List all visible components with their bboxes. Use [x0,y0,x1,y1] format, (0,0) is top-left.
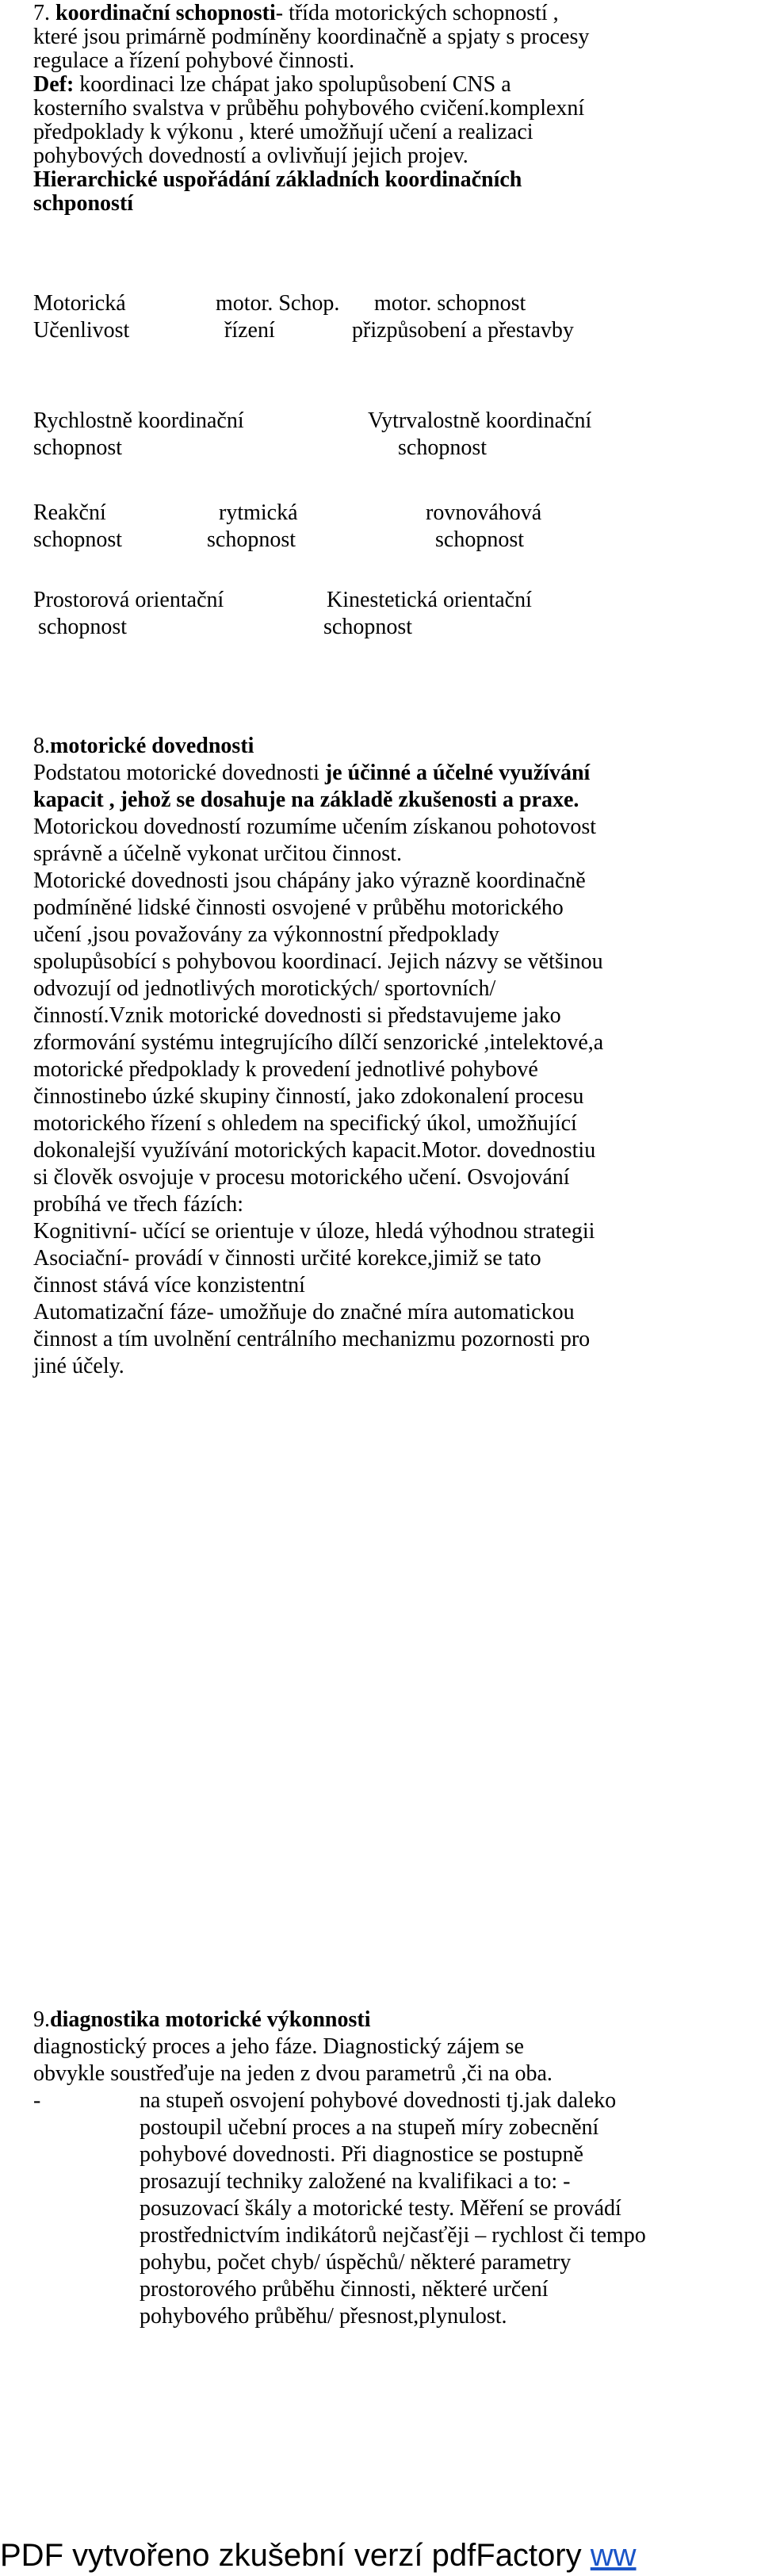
subheading: Hierarchické uspořádání základních koordinačních [33,167,522,192]
text-line: podmíněné lidské činnosti osvojené v průběhu motorického [33,895,564,920]
text-line: které jsou primárně podmíněny koordinačně a spjaty s procesy [33,25,590,49]
list-item-text [140,2087,734,2330]
text-line: činností.Vznik motorické dovednosti si představujeme jako [33,1003,561,1028]
section-number: 8. [33,734,50,758]
section-heading [33,733,739,760]
watermark-link[interactable]: ww [590,2538,637,2573]
hierarchy-level-4 [33,587,739,641]
text-line: Automatizační fáze- umožňuje do značné míra automatickou [33,1300,575,1324]
hierarchy-node: Reakční [33,500,106,525]
definition-label: Def: [33,72,75,97]
diagnostics-list [33,2087,739,2341]
hierarchy-node: Učenlivost [33,318,130,343]
text-line: Motorickou dovedností rozumíme učením získanou pohotovost [33,815,597,839]
hierarchy-node: schopnost [207,527,296,552]
text-line: prosazují techniky založené na kvalifikaci a to: - [140,2169,571,2194]
text-line: činnostinebo úzké skupiny činností, jako zdokonalení procesu [33,1084,584,1109]
hierarchy-row [33,408,739,435]
hierarchy-node: Prostorová orientační [33,588,224,612]
section-8 [33,733,739,1380]
section-heading [33,2007,739,2034]
text-line: pohybových dovedností a ovlivňují jejich projev. [33,144,468,168]
hierarchy-node: schopnost [323,615,412,639]
hierarchy-node: Vytrvalostně koordinační [368,408,592,433]
section-7 [33,2,739,216]
hierarchy-node: řízení [224,318,275,343]
text-line: prostorového průběhu činnosti, některé určení [140,2277,549,2302]
hierarchy-node: motor. schopnost [374,291,526,316]
text-line: prostřednictvím indikátorů nejčasťěji – rychlost či tempo [140,2223,646,2248]
hierarchy-node: Rychlostně koordinační [33,408,244,433]
section-number: 9. [33,2007,50,2032]
hierarchy-row [33,435,739,462]
text-line: správně a účelně vykonat určitou činnost. [33,841,402,866]
text-line: pohybové dovednosti. Při diagnostice se postupně [140,2142,583,2167]
hierarchy-diagram [33,290,739,344]
text-line: posuzovací škály a motorické testy. Měření se provádí [140,2196,621,2221]
text-line: zformování systému integrujícího dílčí senzorické ,intelektové,a [33,1030,604,1055]
hierarchy-node: přizpůsobení a přestavby [352,318,574,343]
text-line: motorického řízení s ohledem na specifický úkol, umožňující [33,1111,577,1136]
hierarchy-node: Kinestetická orientační [327,588,532,612]
hierarchy-node: motor. Schop. [216,291,340,316]
text-line: kapacit , jehož se dosahuje na základě zkušenosti a praxe. [33,788,579,812]
section-9 [33,2007,739,2087]
hierarchy-level-3 [33,500,739,554]
hierarchy-row [33,527,739,554]
text-line: Kognitivní- učící se orientuje v úloze, hledá výhodnou strategii [33,1219,595,1244]
text-line: předpoklady k výkonu , které umožňují učení a realizaci [33,120,533,144]
hierarchy-node: schopnost [435,527,524,552]
text-line: si člověk osvojuje v procesu motorického učení. Osvojování [33,1165,570,1190]
text-line: kosterního svalstva v průběhu pohybového cvičení.komplexní [33,96,585,121]
text-line: obvykle soustřeďuje na jeden z dvou parametrů ,či na oba. [33,2061,553,2086]
hierarchy-node: schopnost [398,435,487,460]
hierarchy-row [33,587,739,614]
text-line: dokonalejší využívání motorických kapacit.Motor. dovednostiu [33,1138,596,1163]
text-line: učení ,jsou považovány za výkonnostní předpoklady [33,922,499,947]
text-line: Motorické dovednosti jsou chápány jako výrazně koordinačně [33,868,586,893]
text-line: Asociační- provádí v činnosti určité korekce,jimiž se tato [33,1246,541,1271]
watermark-text: PDF vytvořeno zkušební verzí pdfFactory [0,2538,591,2573]
hierarchy-node: rovnováhová [426,500,542,525]
hierarchy-node: schopnost [38,615,127,639]
text-bold: je účinné a účelné využívání [324,761,591,785]
text-line: probíhá ve třech fázích: [33,1192,244,1217]
subheading: schpoností [33,191,134,216]
heading-text: motorické dovednosti [50,734,254,758]
text-line: na stupeň osvojení pohybové dovednosti tj.jak daleko [140,2088,617,2113]
list-bullet: - [33,2088,41,2113]
text-line: regulace a řízení pohybové činnosti. [33,48,355,73]
hierarchy-node: schopnost [33,435,122,460]
text-line [33,73,739,97]
text-line: jiné účely. [33,1354,124,1378]
text-line: činnost a tím uvolnění centrálního mechanizmu pozornosti pro [33,1327,591,1351]
text-line: postoupil učební proces a na stupeň míry zobecnění [140,2115,599,2140]
text-line: pohybového průběhu/ přesnost,plynulost. [140,2304,507,2329]
pdf-watermark-footer [0,2535,761,2576]
hierarchy-row [33,614,739,641]
text-line: pohybu, počet chyb/ úspěchů/ některé parametry [140,2250,572,2275]
text-run: koordinaci lze chápat jako spolupůsobení CNS a [74,72,511,97]
text-line: odvozují od jednotlivých morotických/ sportovních/ [33,976,496,1001]
heading-text: diagnostika motorické výkonnosti [50,2007,371,2032]
text-line: činnost stává více konzistentní [33,1273,305,1298]
text-run: Podstatou motorické dovednosti [33,761,325,785]
hierarchy-node: Motorická [33,291,126,316]
hierarchy-node: rytmická [219,500,298,525]
hierarchy-row [33,290,739,317]
text-line: diagnostický proces a jeho fáze. Diagnostický zájem se [33,2034,524,2059]
text-line [33,2,739,25]
section-number: 7. [33,1,55,25]
text-line [33,760,739,787]
hierarchy-node: schopnost [33,527,122,552]
text-line: spolupůsobící s pohybovou koordinací. Jejich názvy se většinou [33,949,603,974]
hierarchy-row [33,500,739,527]
term-bold: koordinační schopnosti [55,1,276,25]
hierarchy-level-2 [33,408,739,462]
text-line: motorické předpoklady k provedení jednotlivé pohybové [33,1057,538,1082]
hierarchy-row [33,317,739,344]
text-run: - třída motorických schopností , [275,1,559,25]
